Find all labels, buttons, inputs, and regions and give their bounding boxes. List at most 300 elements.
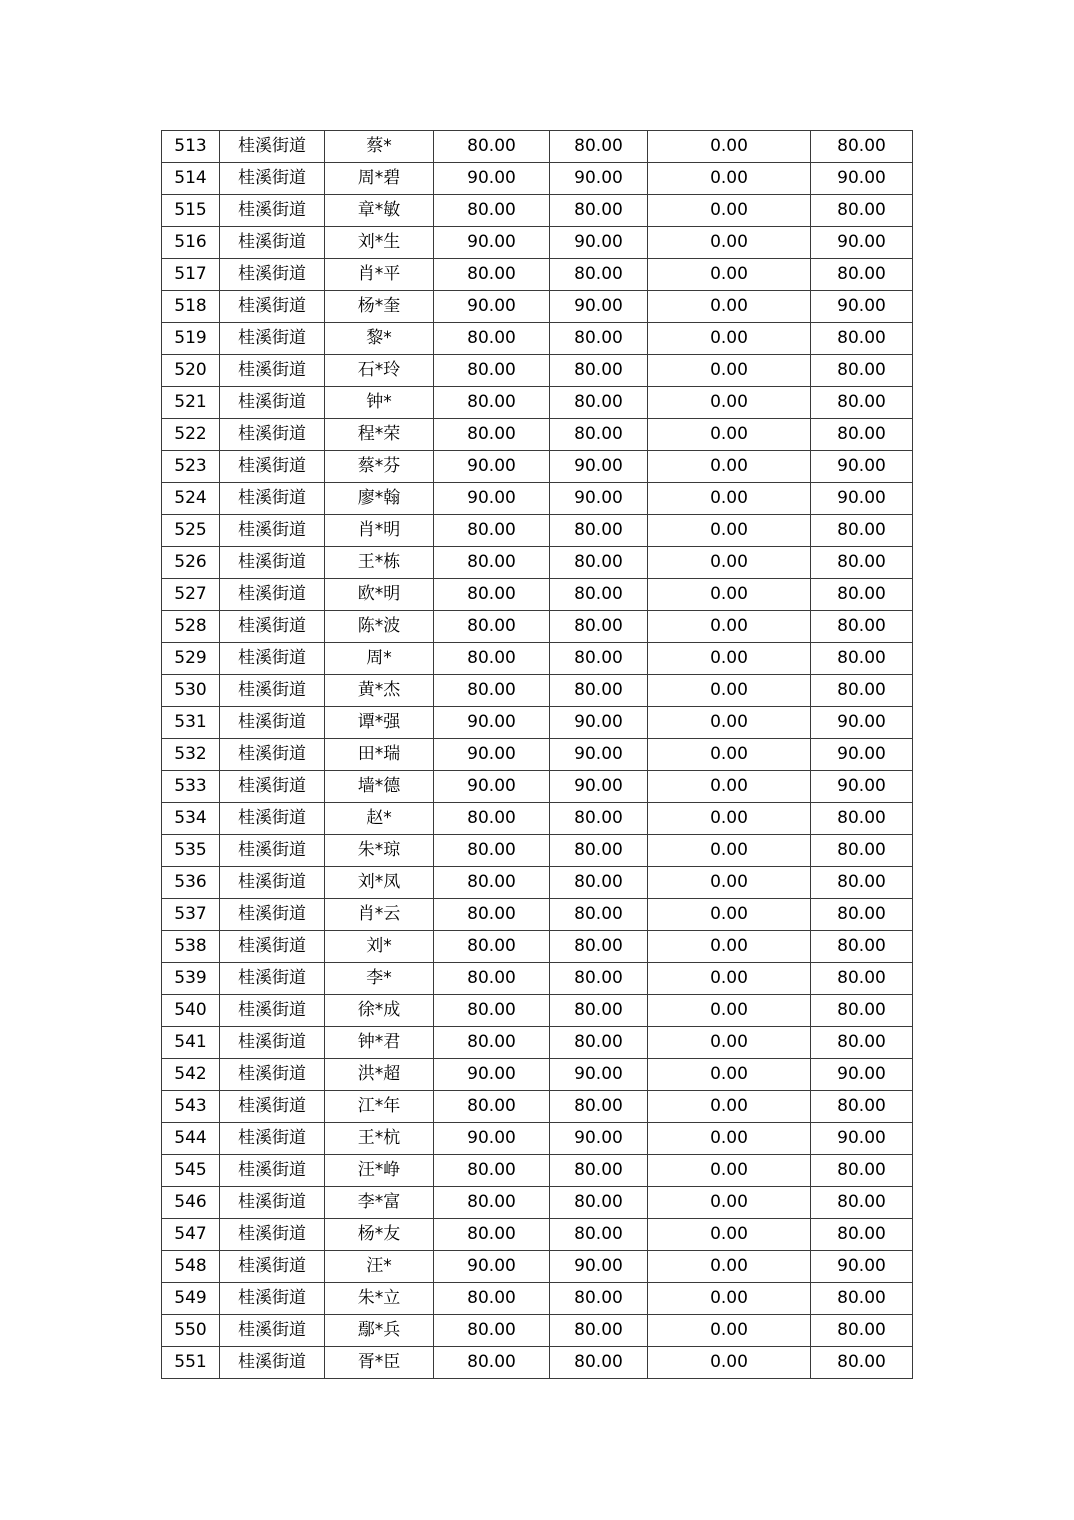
amount-2-cell: 90.00 xyxy=(550,163,648,195)
amount-3-cell: 0.00 xyxy=(648,355,811,387)
name-cell: 杨*友 xyxy=(325,1219,434,1251)
street-cell: 桂溪街道 xyxy=(220,835,325,867)
amount-1-cell: 80.00 xyxy=(434,643,550,675)
amount-3-cell: 0.00 xyxy=(648,483,811,515)
amount-2-cell: 90.00 xyxy=(550,483,648,515)
table-row xyxy=(162,259,913,291)
street-cell: 桂溪街道 xyxy=(220,771,325,803)
amount-3-cell: 0.00 xyxy=(648,675,811,707)
amount-4-cell: 80.00 xyxy=(811,323,913,355)
table-row xyxy=(162,291,913,323)
street-cell: 桂溪街道 xyxy=(220,1219,325,1251)
table-row xyxy=(162,1283,913,1315)
amount-3-cell: 0.00 xyxy=(648,515,811,547)
amount-4-cell: 80.00 xyxy=(811,1315,913,1347)
row-number-cell: 526 xyxy=(162,547,220,579)
street-cell: 桂溪街道 xyxy=(220,707,325,739)
amount-3-cell: 0.00 xyxy=(648,323,811,355)
amount-1-cell: 80.00 xyxy=(434,1283,550,1315)
name-cell: 谭*强 xyxy=(325,707,434,739)
street-cell: 桂溪街道 xyxy=(220,643,325,675)
street-cell: 桂溪街道 xyxy=(220,739,325,771)
amount-3-cell: 0.00 xyxy=(648,227,811,259)
name-cell: 汪* xyxy=(325,1251,434,1283)
amount-2-cell: 80.00 xyxy=(550,1091,648,1123)
amount-1-cell: 90.00 xyxy=(434,1059,550,1091)
table-row xyxy=(162,1059,913,1091)
name-cell: 周*碧 xyxy=(325,163,434,195)
amount-3-cell: 0.00 xyxy=(648,1219,811,1251)
row-number-cell: 544 xyxy=(162,1123,220,1155)
amount-2-cell: 80.00 xyxy=(550,995,648,1027)
street-cell: 桂溪街道 xyxy=(220,483,325,515)
amount-1-cell: 80.00 xyxy=(434,1027,550,1059)
amount-4-cell: 90.00 xyxy=(811,1251,913,1283)
amount-4-cell: 80.00 xyxy=(811,643,913,675)
table-row xyxy=(162,451,913,483)
amount-4-cell: 80.00 xyxy=(811,1091,913,1123)
name-cell: 刘*凤 xyxy=(325,867,434,899)
amount-1-cell: 80.00 xyxy=(434,1315,550,1347)
street-cell: 桂溪街道 xyxy=(220,419,325,451)
street-cell: 桂溪街道 xyxy=(220,867,325,899)
row-number-cell: 543 xyxy=(162,1091,220,1123)
amount-3-cell: 0.00 xyxy=(648,803,811,835)
amount-4-cell: 90.00 xyxy=(811,227,913,259)
name-cell: 李* xyxy=(325,963,434,995)
amount-4-cell: 80.00 xyxy=(811,419,913,451)
table-row xyxy=(162,995,913,1027)
table-row xyxy=(162,483,913,515)
amount-1-cell: 90.00 xyxy=(434,227,550,259)
name-cell: 陈*波 xyxy=(325,611,434,643)
street-cell: 桂溪街道 xyxy=(220,387,325,419)
amount-3-cell: 0.00 xyxy=(648,1315,811,1347)
amount-3-cell: 0.00 xyxy=(648,195,811,227)
amount-4-cell: 80.00 xyxy=(811,195,913,227)
amount-2-cell: 90.00 xyxy=(550,771,648,803)
amount-4-cell: 80.00 xyxy=(811,611,913,643)
amount-1-cell: 80.00 xyxy=(434,995,550,1027)
amount-2-cell: 90.00 xyxy=(550,227,648,259)
amount-2-cell: 80.00 xyxy=(550,931,648,963)
name-cell: 朱*立 xyxy=(325,1283,434,1315)
amount-2-cell: 80.00 xyxy=(550,547,648,579)
table-row xyxy=(162,963,913,995)
amount-3-cell: 0.00 xyxy=(648,1251,811,1283)
table-row xyxy=(162,131,913,163)
amount-2-cell: 80.00 xyxy=(550,899,648,931)
amount-1-cell: 80.00 xyxy=(434,387,550,419)
row-number-cell: 514 xyxy=(162,163,220,195)
name-cell: 赵* xyxy=(325,803,434,835)
street-cell: 桂溪街道 xyxy=(220,259,325,291)
table-row xyxy=(162,419,913,451)
table-row xyxy=(162,835,913,867)
row-number-cell: 522 xyxy=(162,419,220,451)
table-row xyxy=(162,1155,913,1187)
name-cell: 王*杭 xyxy=(325,1123,434,1155)
table-row xyxy=(162,643,913,675)
row-number-cell: 545 xyxy=(162,1155,220,1187)
amount-1-cell: 90.00 xyxy=(434,163,550,195)
table-row xyxy=(162,547,913,579)
amount-3-cell: 0.00 xyxy=(648,419,811,451)
name-cell: 杨*奎 xyxy=(325,291,434,323)
street-cell: 桂溪街道 xyxy=(220,611,325,643)
amount-4-cell: 80.00 xyxy=(811,579,913,611)
name-cell: 黎* xyxy=(325,323,434,355)
amount-2-cell: 80.00 xyxy=(550,1283,648,1315)
street-cell: 桂溪街道 xyxy=(220,515,325,547)
amount-2-cell: 80.00 xyxy=(550,259,648,291)
street-cell: 桂溪街道 xyxy=(220,963,325,995)
amount-3-cell: 0.00 xyxy=(648,835,811,867)
street-cell: 桂溪街道 xyxy=(220,579,325,611)
name-cell: 章*敏 xyxy=(325,195,434,227)
amount-1-cell: 90.00 xyxy=(434,771,550,803)
row-number-cell: 530 xyxy=(162,675,220,707)
amount-3-cell: 0.00 xyxy=(648,547,811,579)
amount-1-cell: 80.00 xyxy=(434,931,550,963)
amount-1-cell: 80.00 xyxy=(434,963,550,995)
amount-4-cell: 80.00 xyxy=(811,547,913,579)
name-cell: 周* xyxy=(325,643,434,675)
amount-1-cell: 80.00 xyxy=(434,1347,550,1379)
amount-2-cell: 80.00 xyxy=(550,1219,648,1251)
table-row xyxy=(162,1091,913,1123)
table-row xyxy=(162,355,913,387)
table-row xyxy=(162,899,913,931)
name-cell: 钟*君 xyxy=(325,1027,434,1059)
amount-4-cell: 80.00 xyxy=(811,1027,913,1059)
amount-1-cell: 80.00 xyxy=(434,515,550,547)
amount-2-cell: 90.00 xyxy=(550,451,648,483)
table-row xyxy=(162,227,913,259)
amount-3-cell: 0.00 xyxy=(648,963,811,995)
amount-2-cell: 80.00 xyxy=(550,611,648,643)
name-cell: 黄*杰 xyxy=(325,675,434,707)
street-cell: 桂溪街道 xyxy=(220,227,325,259)
amount-3-cell: 0.00 xyxy=(648,259,811,291)
street-cell: 桂溪街道 xyxy=(220,1187,325,1219)
amount-2-cell: 90.00 xyxy=(550,1251,648,1283)
street-cell: 桂溪街道 xyxy=(220,1315,325,1347)
amount-3-cell: 0.00 xyxy=(648,611,811,643)
row-number-cell: 523 xyxy=(162,451,220,483)
amount-2-cell: 80.00 xyxy=(550,1347,648,1379)
amount-1-cell: 90.00 xyxy=(434,291,550,323)
amount-2-cell: 80.00 xyxy=(550,579,648,611)
table-row xyxy=(162,707,913,739)
street-cell: 桂溪街道 xyxy=(220,547,325,579)
table-row xyxy=(162,931,913,963)
amount-2-cell: 80.00 xyxy=(550,387,648,419)
amount-1-cell: 80.00 xyxy=(434,1187,550,1219)
row-number-cell: 519 xyxy=(162,323,220,355)
amount-3-cell: 0.00 xyxy=(648,899,811,931)
street-cell: 桂溪街道 xyxy=(220,451,325,483)
amount-3-cell: 0.00 xyxy=(648,1155,811,1187)
amount-1-cell: 90.00 xyxy=(434,451,550,483)
amount-1-cell: 80.00 xyxy=(434,259,550,291)
street-cell: 桂溪街道 xyxy=(220,1027,325,1059)
amount-4-cell: 90.00 xyxy=(811,1059,913,1091)
amount-4-cell: 80.00 xyxy=(811,1219,913,1251)
row-number-cell: 531 xyxy=(162,707,220,739)
name-cell: 田*瑞 xyxy=(325,739,434,771)
name-cell: 肖*明 xyxy=(325,515,434,547)
amount-4-cell: 80.00 xyxy=(811,867,913,899)
amount-1-cell: 80.00 xyxy=(434,899,550,931)
table-row xyxy=(162,1315,913,1347)
amount-2-cell: 90.00 xyxy=(550,1123,648,1155)
name-cell: 石*玲 xyxy=(325,355,434,387)
amount-2-cell: 80.00 xyxy=(550,1315,648,1347)
amount-4-cell: 80.00 xyxy=(811,835,913,867)
table-row xyxy=(162,1187,913,1219)
name-cell: 朱*琼 xyxy=(325,835,434,867)
amount-1-cell: 90.00 xyxy=(434,739,550,771)
amount-1-cell: 90.00 xyxy=(434,1123,550,1155)
name-cell: 李*富 xyxy=(325,1187,434,1219)
street-cell: 桂溪街道 xyxy=(220,355,325,387)
street-cell: 桂溪街道 xyxy=(220,1347,325,1379)
name-cell: 廖*翰 xyxy=(325,483,434,515)
amount-4-cell: 80.00 xyxy=(811,1155,913,1187)
amount-1-cell: 90.00 xyxy=(434,1251,550,1283)
street-cell: 桂溪街道 xyxy=(220,1091,325,1123)
amount-3-cell: 0.00 xyxy=(648,131,811,163)
table-row xyxy=(162,1123,913,1155)
name-cell: 墙*德 xyxy=(325,771,434,803)
street-cell: 桂溪街道 xyxy=(220,995,325,1027)
amount-4-cell: 80.00 xyxy=(811,675,913,707)
row-number-cell: 535 xyxy=(162,835,220,867)
amount-3-cell: 0.00 xyxy=(648,579,811,611)
amount-2-cell: 80.00 xyxy=(550,963,648,995)
amount-2-cell: 80.00 xyxy=(550,1027,648,1059)
row-number-cell: 515 xyxy=(162,195,220,227)
amount-4-cell: 80.00 xyxy=(811,899,913,931)
amount-3-cell: 0.00 xyxy=(648,1123,811,1155)
table-row xyxy=(162,579,913,611)
table-row xyxy=(162,675,913,707)
amount-2-cell: 80.00 xyxy=(550,675,648,707)
name-cell: 鄢*兵 xyxy=(325,1315,434,1347)
amount-3-cell: 0.00 xyxy=(648,1283,811,1315)
amount-1-cell: 80.00 xyxy=(434,195,550,227)
amount-3-cell: 0.00 xyxy=(648,739,811,771)
amount-3-cell: 0.00 xyxy=(648,1091,811,1123)
name-cell: 肖*平 xyxy=(325,259,434,291)
amount-4-cell: 90.00 xyxy=(811,771,913,803)
table-row xyxy=(162,739,913,771)
amount-2-cell: 90.00 xyxy=(550,739,648,771)
amount-4-cell: 90.00 xyxy=(811,707,913,739)
amount-4-cell: 80.00 xyxy=(811,355,913,387)
street-cell: 桂溪街道 xyxy=(220,163,325,195)
row-number-cell: 520 xyxy=(162,355,220,387)
amount-4-cell: 80.00 xyxy=(811,387,913,419)
street-cell: 桂溪街道 xyxy=(220,675,325,707)
street-cell: 桂溪街道 xyxy=(220,1251,325,1283)
amount-1-cell: 90.00 xyxy=(434,707,550,739)
amount-1-cell: 80.00 xyxy=(434,419,550,451)
amount-3-cell: 0.00 xyxy=(648,643,811,675)
amount-1-cell: 80.00 xyxy=(434,803,550,835)
amount-2-cell: 90.00 xyxy=(550,1059,648,1091)
row-number-cell: 548 xyxy=(162,1251,220,1283)
name-cell: 胥*臣 xyxy=(325,1347,434,1379)
name-cell: 肖*云 xyxy=(325,899,434,931)
amount-1-cell: 80.00 xyxy=(434,867,550,899)
subsidy-table xyxy=(161,130,913,1379)
amount-3-cell: 0.00 xyxy=(648,931,811,963)
table-row xyxy=(162,1219,913,1251)
amount-4-cell: 80.00 xyxy=(811,931,913,963)
row-number-cell: 528 xyxy=(162,611,220,643)
amount-2-cell: 80.00 xyxy=(550,419,648,451)
street-cell: 桂溪街道 xyxy=(220,1283,325,1315)
table-row xyxy=(162,867,913,899)
amount-2-cell: 80.00 xyxy=(550,515,648,547)
amount-4-cell: 90.00 xyxy=(811,451,913,483)
amount-3-cell: 0.00 xyxy=(648,771,811,803)
table-row xyxy=(162,1347,913,1379)
amount-4-cell: 80.00 xyxy=(811,963,913,995)
row-number-cell: 534 xyxy=(162,803,220,835)
amount-2-cell: 90.00 xyxy=(550,707,648,739)
amount-4-cell: 80.00 xyxy=(811,1347,913,1379)
amount-2-cell: 80.00 xyxy=(550,803,648,835)
amount-4-cell: 90.00 xyxy=(811,291,913,323)
table-body xyxy=(162,131,913,1379)
amount-2-cell: 80.00 xyxy=(550,195,648,227)
name-cell: 汪*峥 xyxy=(325,1155,434,1187)
amount-3-cell: 0.00 xyxy=(648,867,811,899)
row-number-cell: 537 xyxy=(162,899,220,931)
street-cell: 桂溪街道 xyxy=(220,195,325,227)
row-number-cell: 513 xyxy=(162,131,220,163)
amount-1-cell: 80.00 xyxy=(434,131,550,163)
amount-3-cell: 0.00 xyxy=(648,291,811,323)
street-cell: 桂溪街道 xyxy=(220,931,325,963)
amount-1-cell: 80.00 xyxy=(434,835,550,867)
amount-3-cell: 0.00 xyxy=(648,451,811,483)
row-number-cell: 533 xyxy=(162,771,220,803)
row-number-cell: 527 xyxy=(162,579,220,611)
amount-3-cell: 0.00 xyxy=(648,1027,811,1059)
amount-1-cell: 80.00 xyxy=(434,1155,550,1187)
row-number-cell: 540 xyxy=(162,995,220,1027)
amount-1-cell: 80.00 xyxy=(434,1091,550,1123)
street-cell: 桂溪街道 xyxy=(220,131,325,163)
amount-4-cell: 90.00 xyxy=(811,1123,913,1155)
amount-4-cell: 90.00 xyxy=(811,483,913,515)
row-number-cell: 517 xyxy=(162,259,220,291)
row-number-cell: 518 xyxy=(162,291,220,323)
amount-1-cell: 80.00 xyxy=(434,355,550,387)
amount-1-cell: 80.00 xyxy=(434,611,550,643)
row-number-cell: 549 xyxy=(162,1283,220,1315)
amount-2-cell: 80.00 xyxy=(550,131,648,163)
amount-2-cell: 80.00 xyxy=(550,355,648,387)
row-number-cell: 550 xyxy=(162,1315,220,1347)
row-number-cell: 524 xyxy=(162,483,220,515)
name-cell: 蔡* xyxy=(325,131,434,163)
row-number-cell: 541 xyxy=(162,1027,220,1059)
table-row xyxy=(162,195,913,227)
amount-3-cell: 0.00 xyxy=(648,163,811,195)
row-number-cell: 529 xyxy=(162,643,220,675)
street-cell: 桂溪街道 xyxy=(220,323,325,355)
amount-2-cell: 80.00 xyxy=(550,867,648,899)
amount-3-cell: 0.00 xyxy=(648,707,811,739)
amount-2-cell: 80.00 xyxy=(550,323,648,355)
amount-4-cell: 90.00 xyxy=(811,739,913,771)
name-cell: 钟* xyxy=(325,387,434,419)
amount-1-cell: 80.00 xyxy=(434,675,550,707)
table-row xyxy=(162,515,913,547)
name-cell: 徐*成 xyxy=(325,995,434,1027)
table-row xyxy=(162,771,913,803)
row-number-cell: 546 xyxy=(162,1187,220,1219)
table-row xyxy=(162,323,913,355)
name-cell: 蔡*芬 xyxy=(325,451,434,483)
amount-1-cell: 90.00 xyxy=(434,483,550,515)
row-number-cell: 525 xyxy=(162,515,220,547)
amount-4-cell: 90.00 xyxy=(811,163,913,195)
row-number-cell: 536 xyxy=(162,867,220,899)
name-cell: 王*栋 xyxy=(325,547,434,579)
amount-2-cell: 80.00 xyxy=(550,1187,648,1219)
amount-4-cell: 80.00 xyxy=(811,259,913,291)
row-number-cell: 521 xyxy=(162,387,220,419)
name-cell: 洪*超 xyxy=(325,1059,434,1091)
amount-4-cell: 80.00 xyxy=(811,1187,913,1219)
table-row xyxy=(162,611,913,643)
amount-1-cell: 80.00 xyxy=(434,579,550,611)
amount-1-cell: 80.00 xyxy=(434,547,550,579)
name-cell: 江*年 xyxy=(325,1091,434,1123)
street-cell: 桂溪街道 xyxy=(220,803,325,835)
table-row xyxy=(162,163,913,195)
amount-3-cell: 0.00 xyxy=(648,1059,811,1091)
row-number-cell: 538 xyxy=(162,931,220,963)
amount-3-cell: 0.00 xyxy=(648,387,811,419)
street-cell: 桂溪街道 xyxy=(220,1059,325,1091)
table-row xyxy=(162,1251,913,1283)
row-number-cell: 532 xyxy=(162,739,220,771)
amount-2-cell: 80.00 xyxy=(550,643,648,675)
name-cell: 刘* xyxy=(325,931,434,963)
street-cell: 桂溪街道 xyxy=(220,1155,325,1187)
amount-2-cell: 80.00 xyxy=(550,1155,648,1187)
name-cell: 欧*明 xyxy=(325,579,434,611)
table-row xyxy=(162,803,913,835)
amount-3-cell: 0.00 xyxy=(648,1187,811,1219)
amount-4-cell: 80.00 xyxy=(811,1283,913,1315)
amount-2-cell: 90.00 xyxy=(550,291,648,323)
amount-2-cell: 80.00 xyxy=(550,835,648,867)
street-cell: 桂溪街道 xyxy=(220,291,325,323)
row-number-cell: 516 xyxy=(162,227,220,259)
street-cell: 桂溪街道 xyxy=(220,899,325,931)
name-cell: 刘*生 xyxy=(325,227,434,259)
amount-4-cell: 80.00 xyxy=(811,995,913,1027)
amount-3-cell: 0.00 xyxy=(648,995,811,1027)
